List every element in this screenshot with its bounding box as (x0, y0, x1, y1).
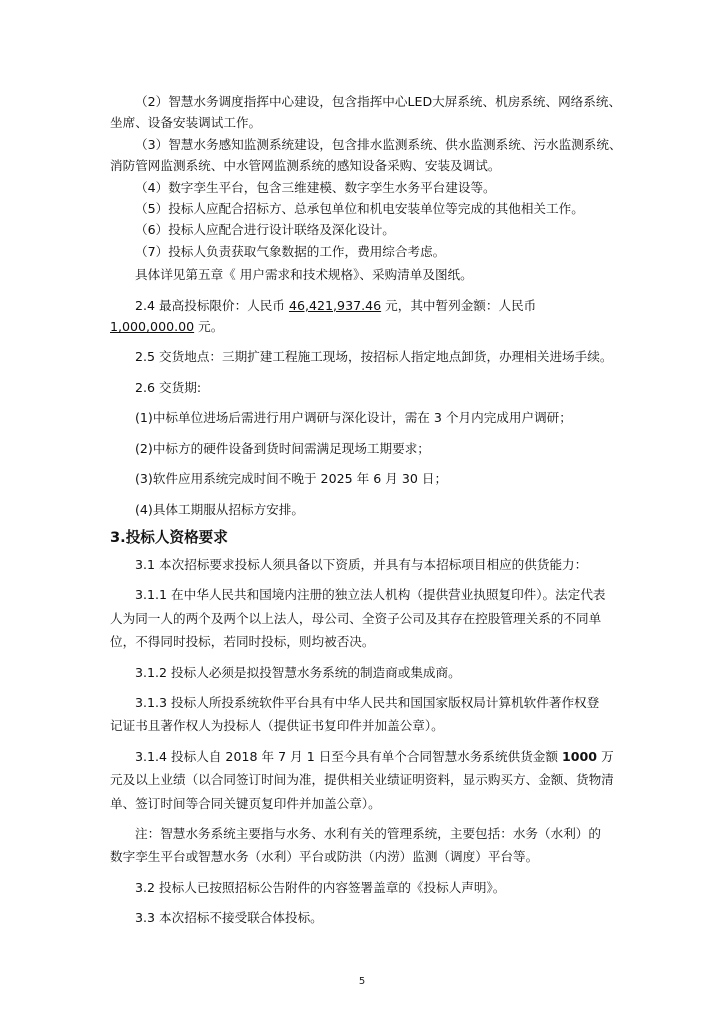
requirement-3-1-3-line-2: 记证书且著作权人为投标人（提供证书复印件并加盖公章）。 (110, 718, 444, 734)
note-line-1: 注：智慧水务系统主要指与水务、水利有关的管理系统，主要包括：水务（水利）的 (135, 825, 601, 841)
requirement-3-1-1-line-3: 位，不得同时投标，若同时投标，则均被否决。 (110, 634, 375, 650)
requirement-3-1-1-line-1: 3.1.1 在中华人民共和国境内注册的独立法人机构（提供营业执照复印件）。法定代表 (135, 587, 606, 603)
scope-item-6: （6）投标人应配合进行设计联络及深化设计。 (135, 222, 395, 238)
price-limit-line-2 (110, 316, 624, 337)
price-limit-line-1 (110, 295, 624, 316)
delivery-period-item-4: (4)具体工期服从招标方安排。 (135, 501, 304, 517)
requirement-3-1-1-line-2: 人为同一人的两个及两个以上法人，母公司、全资子公司及其存在控股管理关系的不同单 (110, 610, 602, 626)
delivery-period-item-3: (3)软件应用系统完成时间不晚于 2025 年 6 月 30 日； (135, 471, 448, 487)
scope-item-2-line-1: （2）智慧水务调度指挥中心建设，包含指挥中心LED大屏系统、机房系统、网络系统、 (135, 94, 622, 109)
price-amount: 46,421,937.46 (288, 297, 382, 313)
requirement-3-3: 3.3 本次招标不接受联合体投标。 (135, 910, 323, 926)
requirement-3-1-4-line-2: 元及以上业绩（以合同签订时间为准，提供相关业绩证明资料，显示购买方、金额、货物清 (110, 772, 614, 788)
requirement-3-2: 3.2 投标人已按照招标公告附件的内容签署盖章的《投标人声明》。 (135, 879, 506, 895)
scope-item-3-line-1: （3）智慧水务感知监测系统建设，包含排水监测系统、供水监测系统、污水监测系统、 (135, 136, 622, 152)
delivery-period-item-1: (1)中标单位进场后需进行用户调研与深化设计，需在 3 个月内完成用户调研； (135, 410, 572, 426)
requirement-3-1-4-text-b: 万 (597, 748, 614, 764)
scope-item-7: （7）投标人负责获取气象数据的工作，费用综合考虑。 (135, 243, 446, 259)
requirement-3-1-4-line-3: 单、签订时间等合同关键页复印件并加盖公章）。 (110, 795, 381, 811)
scope-item-2-line-2: 坐席、设备安装调试工作。 (110, 115, 262, 131)
page-content (110, 91, 624, 929)
provisional-amount: 1,000,000.00 (110, 319, 195, 335)
requirement-3-1-4-line-1 (110, 746, 624, 767)
price-prefix: 2.4 最高投标限价：人民币 (135, 297, 289, 313)
requirement-3-1-4-amount: 1000 (562, 748, 598, 764)
scope-item-5: （5）投标人应配合招标方、总承包单位和机电安装单位等完成的其他相关工作。 (135, 201, 584, 217)
qualification-intro: 3.1 本次招标要求投标人须具备以下资质，并具有与本招标项目相应的供货能力： (135, 556, 588, 572)
scope-item-3-line-2: 消防管网监测系统、中水管网监测系统的感知设备采购、安装及调试。 (110, 158, 501, 174)
requirement-3-1-3-line-1: 3.1.3 投标人所投系统软件平台具有中华人民共和国国家版权局计算机软件著作权登 (135, 694, 600, 710)
delivery-period-item-2: (2)中标方的硬件设备到货时间需满足现场工期要求； (135, 440, 430, 456)
note-line-2: 数字孪生平台或智慧水务（水利）平台或防洪（内涝）监测（调度）平台等。 (110, 849, 539, 865)
price-middle: 元，其中暂列金额：人民币 (381, 297, 537, 313)
requirement-3-1-4-text-a: 3.1.4 投标人自 2018 年 7 月 1 日至今具有单个合同智慧水务系统供货金额 (135, 748, 562, 764)
delivery-location: 2.5 交货地点：三期扩建工程施工现场，按招标人指定地点卸货，办理相关进场手续。 (135, 349, 613, 365)
detail-reference: 具体详见第五章《 用户需求和技术规格》、采购清单及图纸。 (135, 267, 473, 283)
section-heading-qualifications: 3.投标人资格要求 (110, 528, 228, 546)
page-number: 5 (358, 976, 366, 987)
price-suffix: 元。 (194, 319, 224, 335)
delivery-period-title: 2.6 交货期: (135, 379, 202, 395)
requirement-3-1-2: 3.1.2 投标人必须是拟投智慧水务系统的制造商或集成商。 (135, 664, 461, 680)
scope-item-4: （4）数字孪生平台，包含三维建模、数字孪生水务平台建设等。 (135, 179, 496, 195)
